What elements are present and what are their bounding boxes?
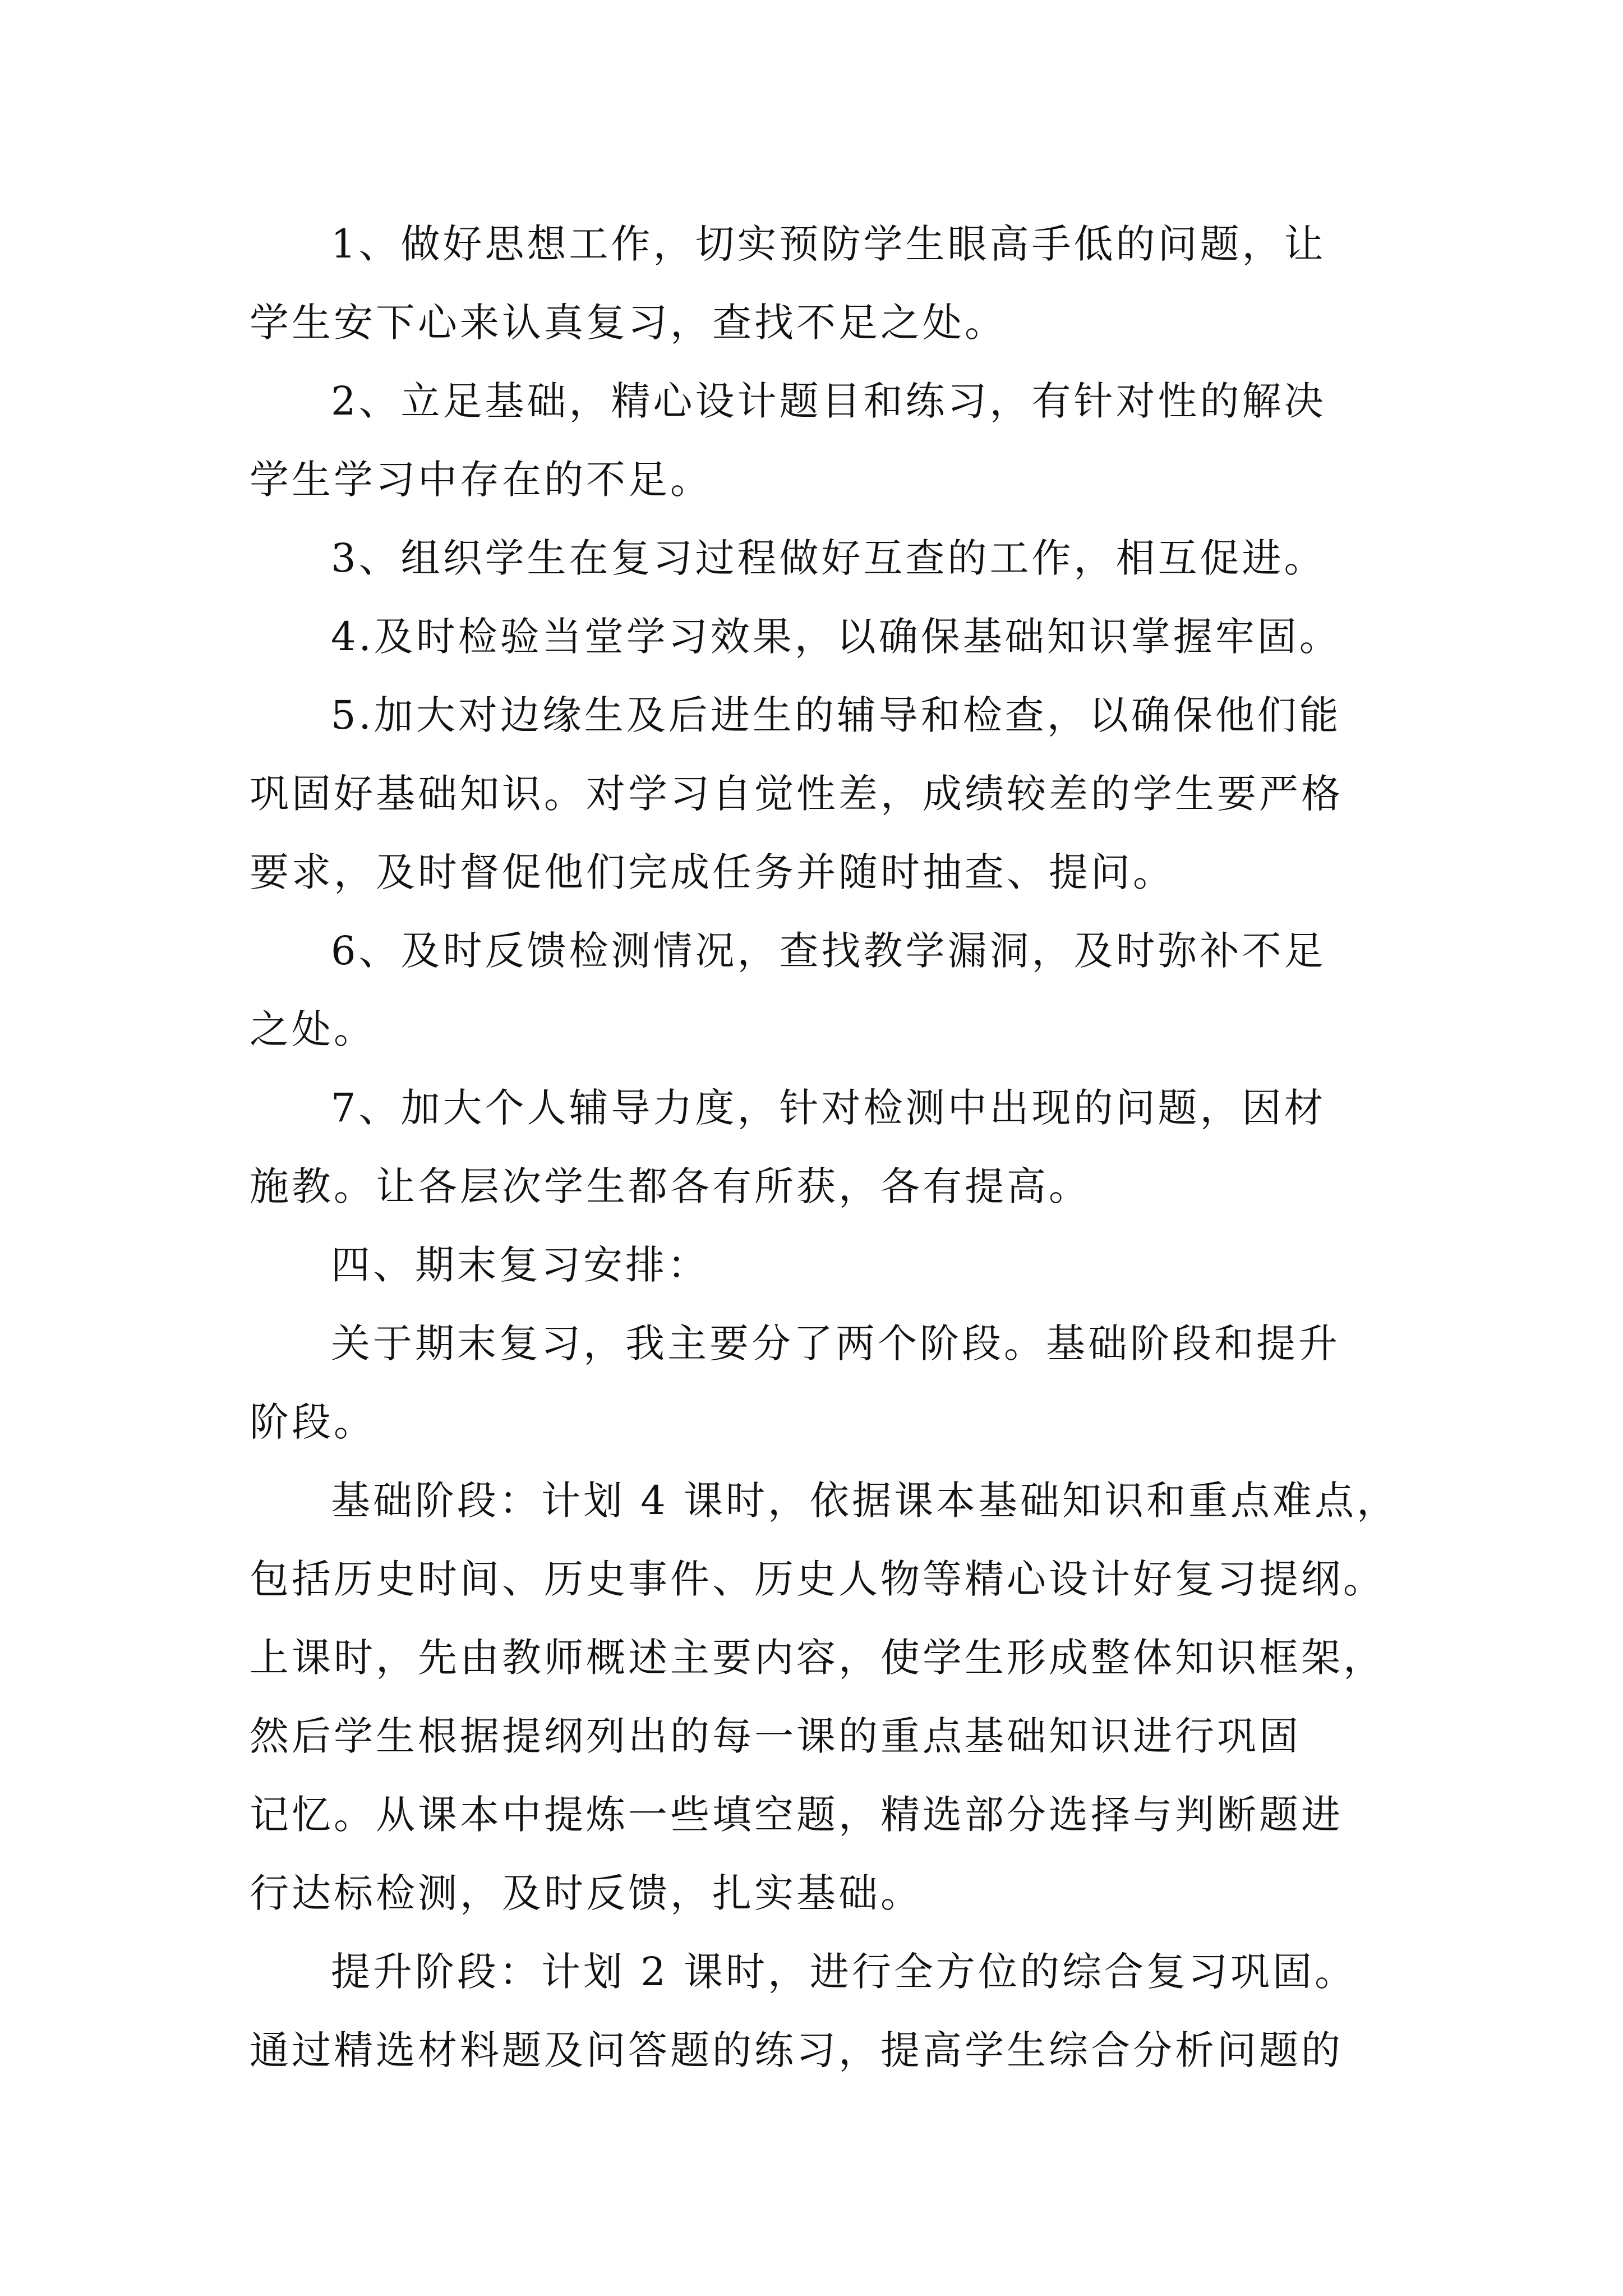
text-line: 3、组织学生在复习过程做好互查的工作，相互促进。 xyxy=(331,535,1326,581)
text-line: 6、及时反馈检测情况，查找教学漏洞，及时弥补不足 xyxy=(331,928,1326,974)
text-line: 记忆。从课本中提炼一些填空题，精选部分选择与判断题进 xyxy=(250,1792,1343,1838)
text-line: 巩固好基础知识。对学习自觉性差，成绩较差的学生要严格 xyxy=(250,771,1343,817)
text-line: 基础阶段：计划 4 课时，依据课本基础知识和重点难点， xyxy=(331,1478,1399,1524)
text-line: 学生学习中存在的不足。 xyxy=(250,457,712,503)
text-line: 要求，及时督促他们完成任务并随时抽查、提问。 xyxy=(250,849,1175,895)
text-line: 行达标检测，及时反馈，扎实基础。 xyxy=(250,1870,923,1916)
text-line: 通过精选材料题及问答题的练习，提高学生综合分析问题的 xyxy=(250,2027,1343,2073)
text-line: 7、加大个人辅导力度，针对检测中出现的问题，因材 xyxy=(331,1085,1326,1131)
text-line: 2、立足基础，精心设计题目和练习，有针对性的解决 xyxy=(331,378,1326,424)
text-line: 阶段。 xyxy=(250,1399,376,1445)
text-line: 之处。 xyxy=(250,1006,376,1052)
text-line: 包括历史时间、历史事件、历史人物等精心设计好复习提纲。 xyxy=(250,1556,1385,1602)
text-line: 5.加大对边缘生及后进生的辅导和检查，以确保他们能 xyxy=(331,692,1341,738)
text-line: 上课时，先由教师概述主要内容，使学生形成整体知识框架， xyxy=(250,1635,1385,1681)
text-line: 学生安下心来认真复习，查找不足之处。 xyxy=(250,300,1007,346)
text-line: 1、做好思想工作，切实预防学生眼高手低的问题，让 xyxy=(331,221,1326,267)
text-line: 4.及时检验当堂学习效果，以确保基础知识掌握牢固。 xyxy=(331,614,1341,660)
text-line: 然后学生根据提纲列出的每一课的重点基础知识进行巩固 xyxy=(250,1713,1301,1759)
text-line: 四、期末复习安排： xyxy=(331,1242,709,1288)
text-line: 关于期末复习，我主要分了两个阶段。基础阶段和提升 xyxy=(331,1320,1340,1366)
text-line: 提升阶段：计划 2 课时，进行全方位的综合复习巩固。 xyxy=(331,1949,1357,1995)
text-line: 施教。让各层次学生都各有所获，各有提高。 xyxy=(250,1163,1091,1209)
